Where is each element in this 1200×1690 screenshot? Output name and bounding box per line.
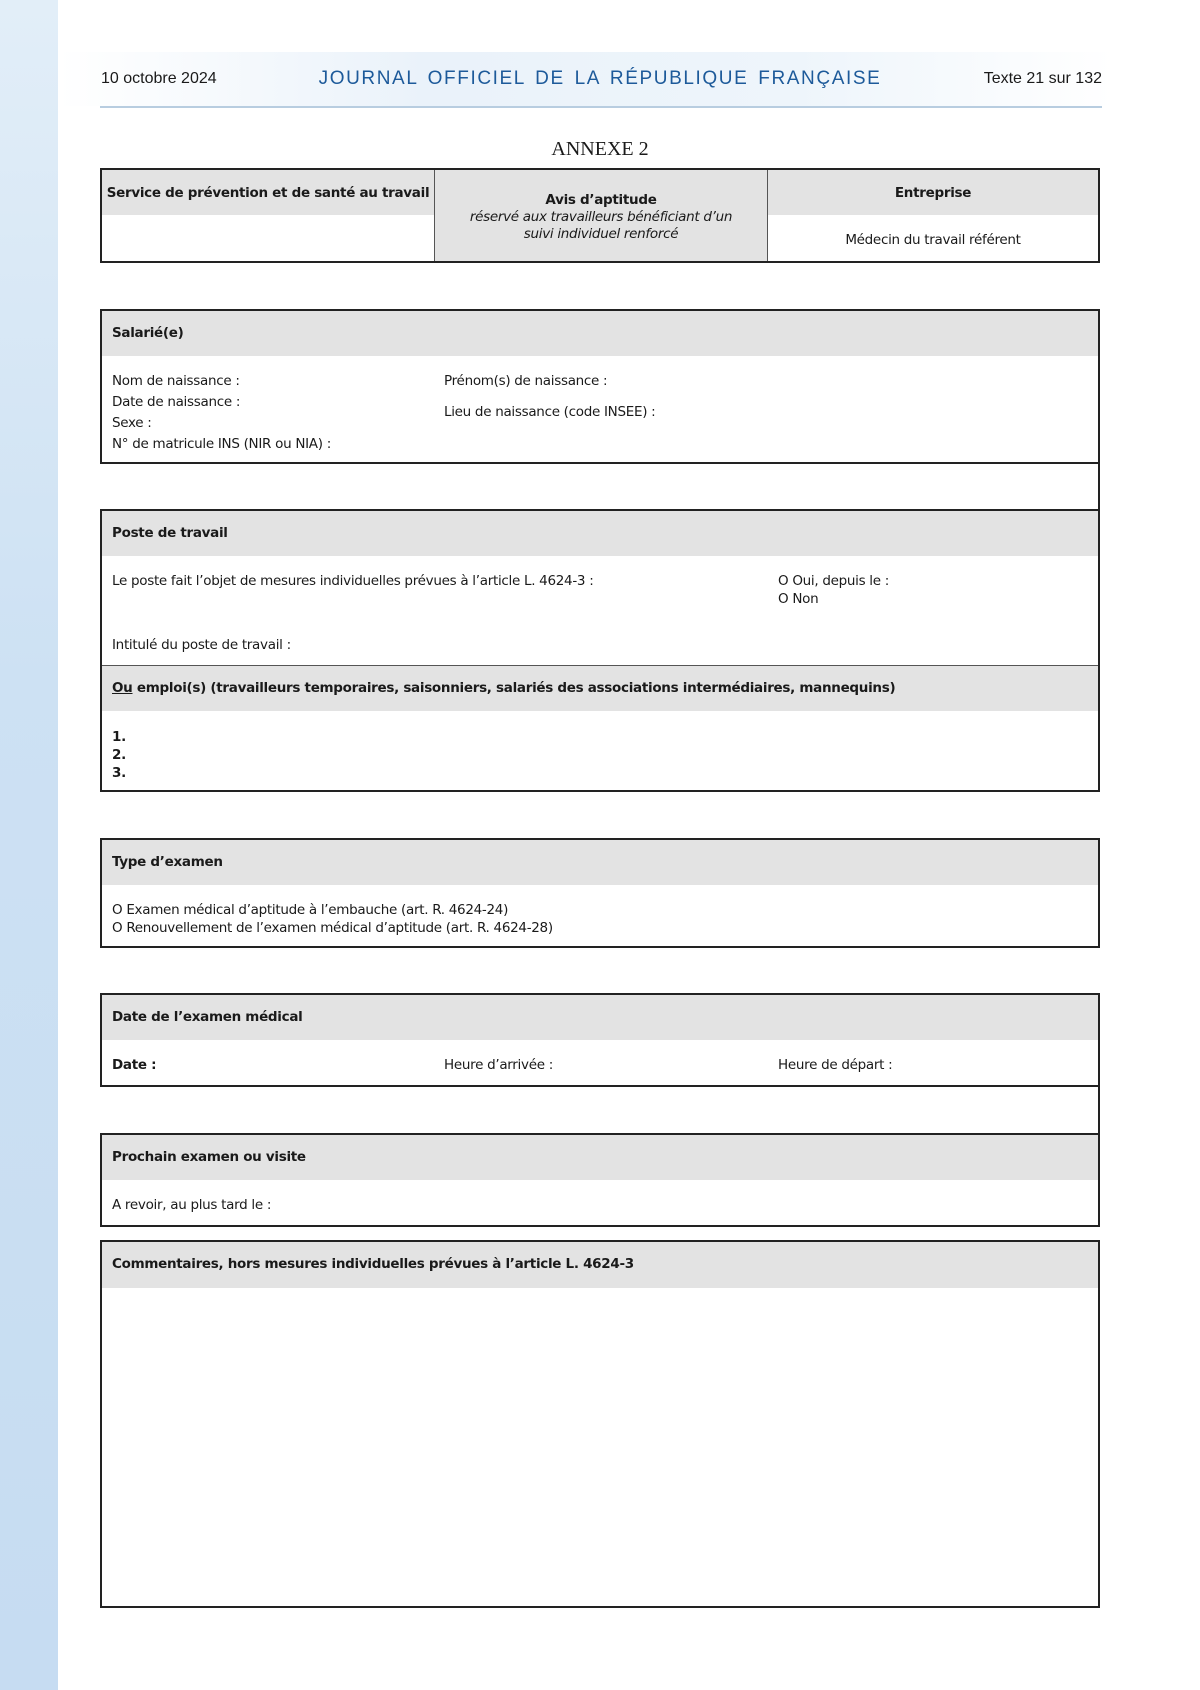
avis-column xyxy=(435,170,768,261)
publication-date: 10 octobre 2024 xyxy=(101,70,217,87)
header-rule xyxy=(100,106,1102,108)
option-oui[interactable]: O Oui, depuis le : xyxy=(778,573,890,589)
journal-title: JOURNAL OFFICIEL DE LA RÉPUBLIQUE FRANÇAISE xyxy=(318,68,882,89)
prenoms-label: Prénom(s) de naissance : xyxy=(444,373,608,389)
intitule-poste-label: Intitulé du poste de travail : xyxy=(112,637,291,653)
avis-title: Avis d’aptitude xyxy=(545,192,657,208)
nom-naissance-label: Nom de naissance : xyxy=(112,373,240,389)
commentaires-section xyxy=(100,1240,1100,1608)
medecin-referent-label: Médecin du travail référent xyxy=(845,232,1021,248)
avis-subtitle-line1: réservé aux travailleurs bénéficiant d’un xyxy=(469,209,733,225)
entreprise-header: Entreprise xyxy=(894,185,972,201)
prochain-title: Prochain examen ou visite xyxy=(112,1149,306,1165)
avis-subtitle-line2: suivi individuel renforcé xyxy=(523,226,679,242)
annex-title: ANNEXE 2 xyxy=(551,138,649,160)
examen-option-embauche[interactable]: O Examen médical d’aptitude à l’embauche (art. R. 4624-24) xyxy=(112,902,509,918)
right-connector-2 xyxy=(1098,1085,1100,1133)
text-reference: Texte 21 sur 132 xyxy=(983,70,1102,87)
salarie-title: Salarié(e) xyxy=(112,325,184,341)
date-naissance-label: Date de naissance : xyxy=(112,394,241,410)
poste-section xyxy=(100,509,1100,792)
emploi-label: emploi(s) (travailleurs temporaires, saisonniers, salariés des associations intermédiaires, mannequins) xyxy=(132,680,896,696)
salarie-section xyxy=(100,309,1100,464)
examen-section xyxy=(100,838,1100,948)
examen-option-renouvellement[interactable]: O Renouvellement de l’examen médical d’aptitude (art. R. 4624-28) xyxy=(112,920,553,936)
sexe-label: Sexe : xyxy=(112,415,152,431)
prochain-section xyxy=(100,1133,1100,1227)
commentaires-title: Commentaires, hors mesures individuelles prévues à l’article L. 4624-3 xyxy=(112,1256,634,1272)
date-examen-title: Date de l’examen médical xyxy=(112,1009,303,1025)
matricule-label: N° de matricule INS (NIR ou NIA) : xyxy=(112,436,331,452)
header-table xyxy=(100,168,1100,263)
heure-arrivee-label: Heure d’arrivée : xyxy=(444,1057,553,1073)
option-non[interactable]: O Non xyxy=(778,591,819,607)
service-header: Service de prévention et de santé au travail xyxy=(106,185,430,201)
commentaires-area[interactable] xyxy=(102,1288,1098,1606)
emploi-item-3: 3. xyxy=(112,765,126,781)
date-label: Date : xyxy=(112,1057,157,1073)
right-connector xyxy=(1098,462,1100,510)
page-side-band xyxy=(0,0,58,1690)
poste-title: Poste de travail xyxy=(112,525,228,541)
service-column xyxy=(102,170,435,261)
emploi-item-2: 2. xyxy=(112,747,126,763)
emploi-ou: Ou xyxy=(112,680,133,696)
mesures-label: Le poste fait l’objet de mesures individuelles prévues à l’article L. 4624-3 : xyxy=(112,573,594,589)
emploi-item-1: 1. xyxy=(112,729,126,745)
examen-title: Type d’examen xyxy=(112,854,223,870)
heure-depart-label: Heure de départ : xyxy=(778,1057,893,1073)
date-examen-section xyxy=(100,993,1100,1087)
lieu-naissance-label: Lieu de naissance (code INSEE) : xyxy=(444,404,656,420)
revoir-label: A revoir, au plus tard le : xyxy=(112,1197,272,1213)
emploi-header xyxy=(102,666,1098,711)
entreprise-column xyxy=(768,170,1098,261)
